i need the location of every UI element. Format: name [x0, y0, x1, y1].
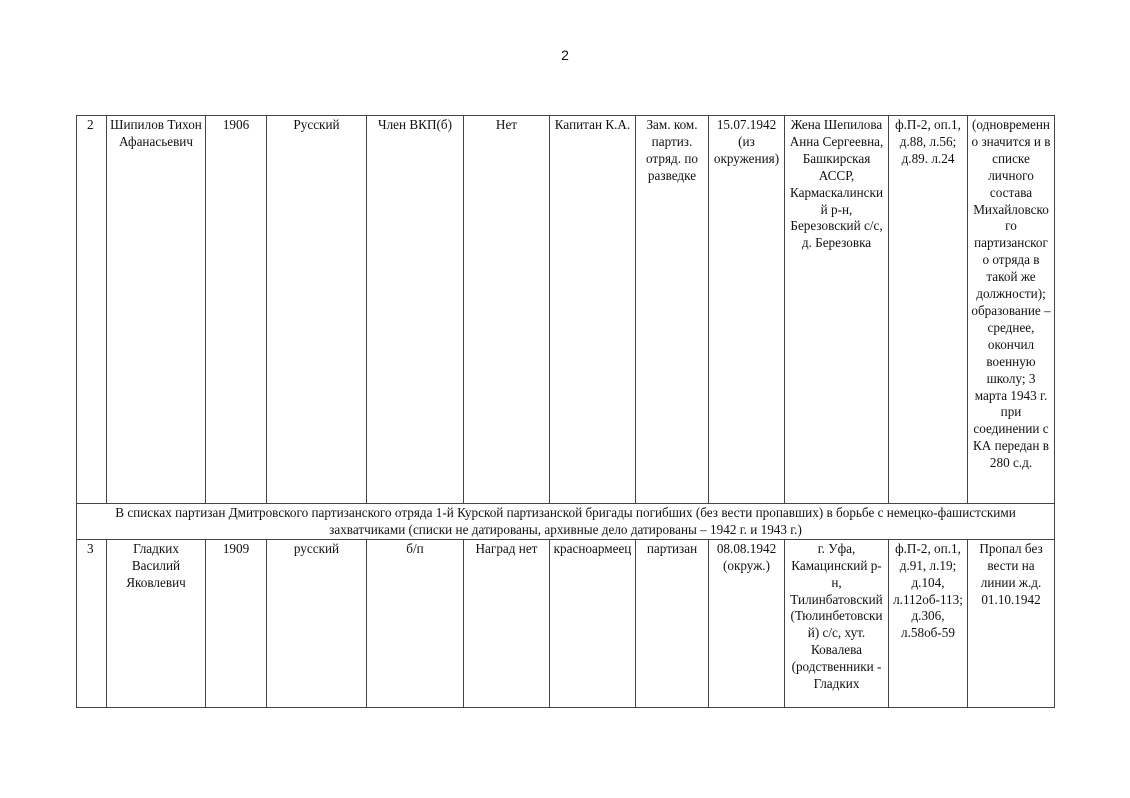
notes: Пропал без вести на линии ж.д. 01.10.1942	[968, 539, 1055, 707]
party-membership: Член ВКП(б)	[367, 116, 464, 504]
awards: Наград нет	[464, 539, 550, 707]
position: Зам. ком. партиз. отряд. по разведке	[636, 116, 709, 504]
archive-source: ф.П-2, оп.1, д.91, л.19; д.104, л.112об-113; д.306, л.58об-59	[889, 539, 968, 707]
nationality: Русский	[267, 116, 367, 504]
archive-source: ф.П-2, оп.1, д.88, л.56; д.89. л.24	[889, 116, 968, 504]
party-membership: б/п	[367, 539, 464, 707]
section-row	[77, 504, 1055, 540]
birth-year: 1906	[206, 116, 267, 504]
partisan-records-table	[76, 115, 1055, 708]
table-row	[77, 539, 1055, 707]
relatives-address: г. Уфа, Камацинский р-н, Тилинбатовский (Тюлинбетовский) с/с, хут. Ковалева (родственники - Гладких	[785, 539, 889, 707]
awards: Нет	[464, 116, 550, 504]
row-number: 3	[77, 539, 107, 707]
relatives-address: Жена Шепилова Анна Сергеевна, Башкирская АССР, Кармаскалинский р-н, Березовский с/с, д. Березовка	[785, 116, 889, 504]
military-rank: Капитан К.А.	[550, 116, 636, 504]
birth-year: 1909	[206, 539, 267, 707]
date: 15.07.1942 (из окружения)	[709, 116, 785, 504]
section-note: В списках партизан Дмитровского партизанского отряда 1-й Курской партизанской бригады погибших (без вести пропавших) в борьбе с немецко-фашистскими захватчиками (списки не датированы, архивные дело датированы – 1942 г. и 1943 г.)	[77, 504, 1055, 540]
notes: (одновременно значится и в списке личного состава Михайловского партизанского отряда в такой же должности); образование – среднее, окончил военную школу; 3 марта 1943 г. при соединении с КА передан в 280 с.д.	[968, 116, 1055, 504]
military-rank: красноармеец	[550, 539, 636, 707]
page-number: 2	[561, 47, 569, 63]
nationality: русский	[267, 539, 367, 707]
position: партизан	[636, 539, 709, 707]
full-name: Шипилов Тихон Афанасьевич	[107, 116, 206, 504]
row-number: 2	[77, 116, 107, 504]
table-row	[77, 116, 1055, 504]
date: 08.08.1942 (окруж.)	[709, 539, 785, 707]
full-name: Гладких Василий Яковлевич	[107, 539, 206, 707]
